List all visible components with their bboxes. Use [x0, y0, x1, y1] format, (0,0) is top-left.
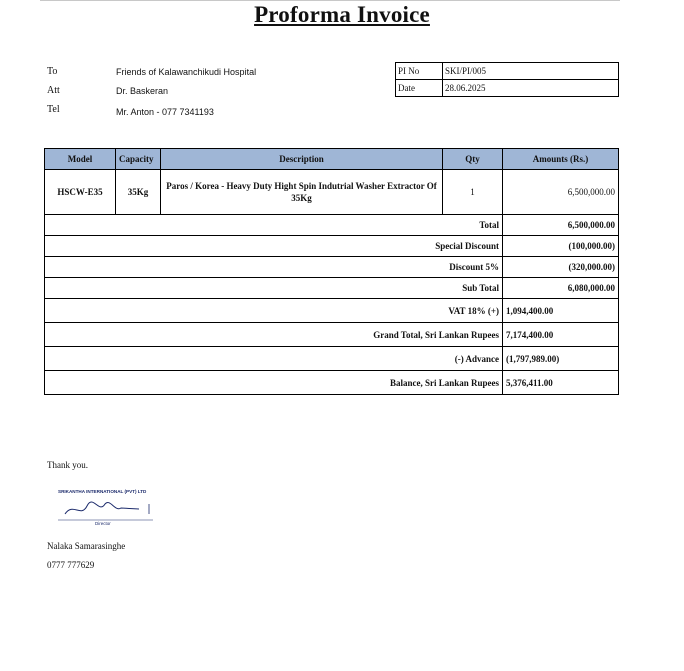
vat-value: 1,094,400.00	[503, 299, 619, 323]
invoice-table	[44, 148, 619, 395]
signature-scribble	[65, 502, 139, 514]
pi-info-table	[395, 62, 619, 97]
pi-date-value: 28.06.2025	[443, 80, 619, 97]
top-divider	[40, 0, 620, 1]
special-discount-value: (100,000.00)	[503, 236, 619, 257]
pi-date-label: Date	[396, 80, 443, 97]
row-description: Paros / Korea - Heavy Duty Hight Spin Indutrial Washer Extractor Of 35Kg	[161, 170, 443, 215]
sub-total-row	[45, 278, 619, 299]
signature-stamp	[55, 484, 160, 528]
advance-row	[45, 347, 619, 371]
att-value: Dr. Baskeran	[116, 86, 169, 96]
balance-row	[45, 371, 619, 395]
pi-no-value: SKI/PI/005	[443, 63, 619, 80]
header-amount: Amounts (Rs.)	[503, 149, 619, 170]
balance-value: 5,376,411.00	[503, 371, 619, 395]
row-capacity: 35Kg	[116, 170, 161, 215]
total-row	[45, 215, 619, 236]
discount-label: Discount 5%	[45, 257, 503, 278]
row-qty: 1	[443, 170, 503, 215]
special-discount-row	[45, 236, 619, 257]
sub-total-label: Sub Total	[45, 278, 503, 299]
signatory-phone: 0777 777629	[47, 560, 95, 570]
balance-label: Balance, Sri Lankan Rupees	[45, 371, 503, 395]
vat-row	[45, 299, 619, 323]
header-row	[45, 149, 619, 170]
sub-total-value: 6,080,000.00	[503, 278, 619, 299]
signatory-name: Nalaka Samarasinghe	[47, 541, 126, 551]
thank-you-text: Thank you.	[47, 460, 88, 470]
special-discount-label: Special Discount	[45, 236, 503, 257]
header-qty: Qty	[443, 149, 503, 170]
discount-row	[45, 257, 619, 278]
advance-value: (1,797,989.00)	[503, 347, 619, 371]
advance-label: (-) Advance	[45, 347, 503, 371]
to-value: Friends of Kalawanchikudi Hospital	[116, 67, 257, 77]
header-capacity: Capacity	[116, 149, 161, 170]
tel-value: Mr. Anton - 077 7341193	[116, 107, 214, 117]
grand-total-label: Grand Total, Sri Lankan Rupees	[45, 323, 503, 347]
tel-label: Tel	[47, 104, 60, 115]
header-model: Model	[45, 149, 116, 170]
page-title: Proforma Invoice	[254, 2, 430, 27]
grand-total-row	[45, 323, 619, 347]
discount-value: (320,000.00)	[503, 257, 619, 278]
row-amount: 6,500,000.00	[503, 170, 619, 215]
table-row	[45, 170, 619, 215]
vat-label: VAT 18% (+)	[45, 299, 503, 323]
total-value: 6,500,000.00	[503, 215, 619, 236]
att-label: Att	[47, 85, 60, 96]
header-description: Description	[161, 149, 443, 170]
total-label: Total	[45, 215, 503, 236]
to-label: To	[47, 66, 58, 77]
row-model: HSCW-E35	[45, 170, 116, 215]
stamp-company-text: SRIKANTHA INTERNATIONAL (PVT) LTD	[58, 489, 147, 494]
pi-no-label: PI No	[396, 63, 443, 80]
grand-total-value: 7,174,400.00	[503, 323, 619, 347]
stamp-role-text: Director	[95, 521, 111, 526]
